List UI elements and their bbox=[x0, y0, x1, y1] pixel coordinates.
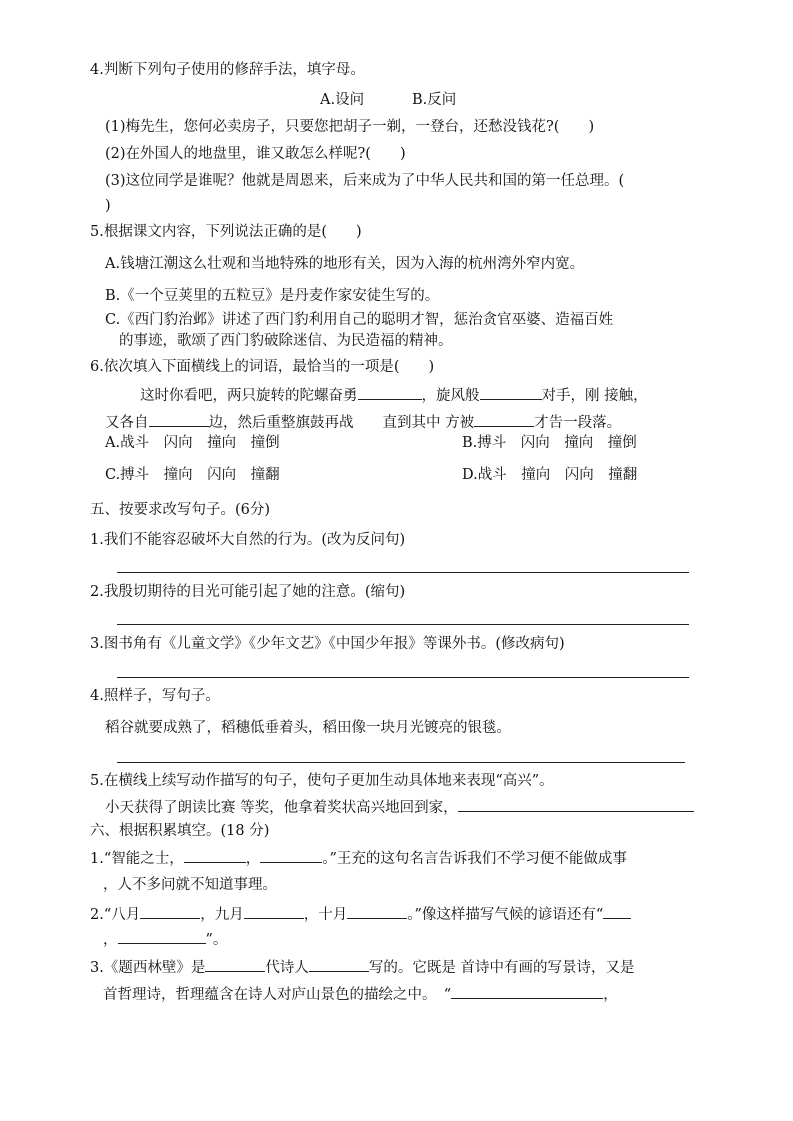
s6-q2-cont: ， ”。 bbox=[103, 929, 227, 950]
q5-option-c: C.《西门豹治邺》讲述了西门豹利用自己的聪明才智，惩治贪官巫婆、造福百姓 bbox=[105, 312, 614, 328]
s6-q2: 2.“八月 ，九月 ，十月 。”像这样描写气候的谚语还有“ bbox=[90, 904, 631, 925]
s5-q2-answer-line[interactable] bbox=[117, 624, 689, 625]
q6-passage-line-1: 这时你看吧，两只旋转的陀螺奋勇 ，旋风般 对手，刚 接触， bbox=[140, 385, 648, 406]
blank-1[interactable] bbox=[358, 385, 422, 400]
s6-q3-blank-3[interactable] bbox=[451, 984, 603, 999]
s5-q1: 1.我们不能容忍破坏大自然的行为。(改为反问句) bbox=[90, 532, 406, 548]
s5-q1-answer-line[interactable] bbox=[117, 572, 689, 573]
s6-q3-blank-1[interactable] bbox=[205, 957, 265, 972]
s6-q1: 1.“智能之士， ， 。”王充的这句名言告诉我们不学习便不能做成事 bbox=[90, 848, 627, 869]
s6-q2-blank-4[interactable] bbox=[603, 904, 631, 919]
q6-option-b: B.搏斗 闪向 撞向 撞倒 bbox=[462, 435, 637, 451]
s5-q5-blank[interactable] bbox=[458, 797, 694, 812]
q6-option-c: C.搏斗 撞向 闪向 撞翻 bbox=[105, 467, 280, 483]
s5-q3: 3.图书角有《儿童文学》《少年文艺》《中国少年报》等课外书。(修改病句) bbox=[90, 636, 565, 652]
section-5-heading: 五、按要求改写句子。(6分) bbox=[90, 502, 271, 518]
s6-q2-blank-5[interactable] bbox=[118, 929, 206, 944]
s5-q5: 5.在横线上续写动作描写的句子，使句子更加生动具体地来表现“高兴”。 bbox=[90, 773, 554, 789]
s6-q3: 3.《题西林壁》是 代诗人 写的。它既是 首诗中有画的写景诗，又是 bbox=[90, 957, 634, 978]
s6-q1-cont: ，人不多问就不知道事理。 bbox=[103, 877, 277, 893]
q4-option-a: A.设问 bbox=[320, 92, 365, 108]
s5-q4-answer-line[interactable] bbox=[117, 762, 685, 763]
q4-sentence-3: (3)这位同学是谁呢？他就是周恩来，后来成为了中华人民共和国的第一任总理。( bbox=[105, 173, 625, 189]
s5-q4-example: 稻谷就要成熟了，稻穗低垂着头，稻田像一块月光镀亮的银毯。 bbox=[105, 720, 511, 736]
s6-q3-cont: 首哲理诗，哲理蕴含在诗人对庐山景色的描绘之中。 “ ， bbox=[103, 984, 618, 1005]
q4-option-b: B.反问 bbox=[412, 92, 457, 108]
s5-q3-answer-line[interactable] bbox=[117, 677, 689, 678]
s6-q1-blank-2[interactable] bbox=[260, 848, 322, 863]
q4-title: 4.判断下列句子使用的修辞手法，填字母。 bbox=[90, 62, 365, 78]
q5-option-b: B.《一个豆荚里的五粒豆》是丹麦作家安徒生写的。 bbox=[105, 288, 440, 304]
q6-passage-line-2: 又各自 边，然后重整旗鼓再战 直到其中 方被 才告一段落。 bbox=[105, 412, 621, 433]
s5-q5-text: 小天获得了朗读比赛 等奖，他拿着奖状高兴地回到家， bbox=[105, 797, 694, 818]
q6-option-a: A.战斗 闪向 撞向 撞倒 bbox=[105, 435, 280, 451]
s6-q3-blank-2[interactable] bbox=[309, 957, 369, 972]
q5-option-a: A.钱塘江潮这么壮观和当地特殊的地形有关，因为入海的杭州湾外窄内宽。 bbox=[105, 256, 585, 272]
q6-title: 6.依次填入下面横线上的词语，最恰当的一项是( ) bbox=[90, 359, 435, 375]
s6-q2-blank-2[interactable] bbox=[244, 904, 304, 919]
s6-q2-blank-3[interactable] bbox=[347, 904, 407, 919]
blank-2[interactable] bbox=[480, 385, 542, 400]
q4-sentence-1: (1)梅先生，您何必卖房子，只要您把胡子一剃，一登台，还愁没钱花?( ) bbox=[105, 119, 595, 135]
q5-option-c-cont: 的事迹，歌颂了西门豹破除迷信、为民造福的精神。 bbox=[119, 333, 453, 349]
q4-sentence-2: (2)在外国人的地盘里，谁又敢怎么样呢?( ) bbox=[105, 146, 406, 162]
blank-4[interactable] bbox=[474, 412, 534, 427]
s6-q1-blank-1[interactable] bbox=[184, 848, 246, 863]
q6-option-d: D.战斗 撞向 闪向 撞翻 bbox=[462, 467, 638, 483]
q4-sentence-3-end: ) bbox=[105, 198, 111, 214]
q5-title: 5.根据课文内容，下列说法正确的是( ) bbox=[90, 224, 362, 240]
section-6-heading: 六、根据积累填空。(18 分) bbox=[90, 823, 270, 839]
s5-q4: 4.照样子，写句子。 bbox=[90, 688, 220, 704]
s5-q2: 2.我殷切期待的目光可能引起了她的注意。(缩句) bbox=[90, 584, 406, 600]
blank-3[interactable] bbox=[149, 412, 209, 427]
s6-q2-blank-1[interactable] bbox=[140, 904, 200, 919]
